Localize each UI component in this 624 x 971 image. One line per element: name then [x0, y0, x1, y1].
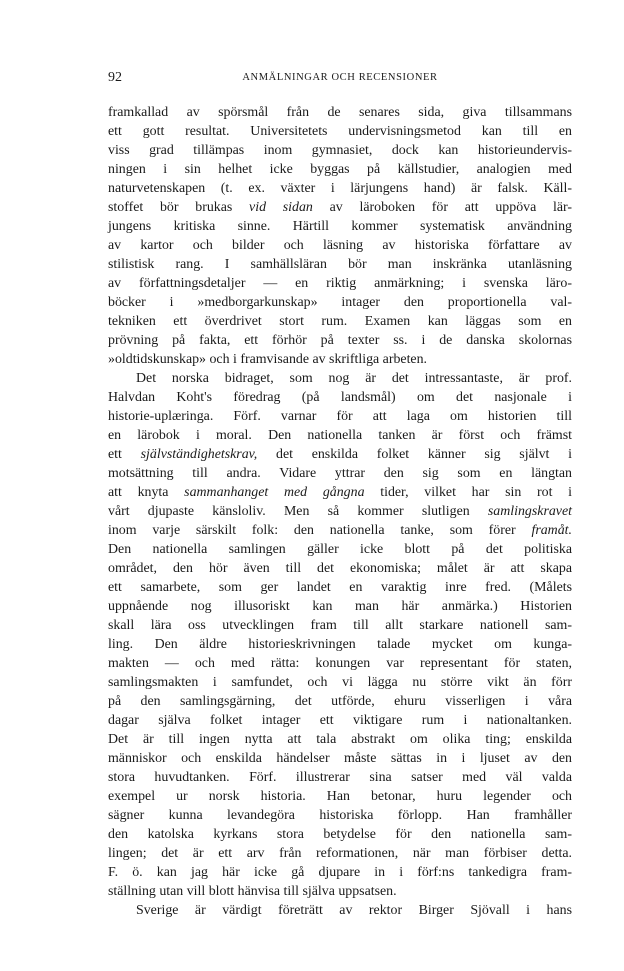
page-number: 92 [108, 70, 122, 85]
body-text [108, 103, 572, 920]
text-line [108, 483, 572, 502]
text-run: makten — och med rätta: konungen var representant för staten, [108, 656, 572, 671]
text-line [108, 502, 572, 521]
text-line [108, 388, 572, 407]
text-run: av läroboken för att uppöva lär- [312, 200, 573, 215]
text-line [108, 711, 572, 730]
text-line [108, 559, 572, 578]
italic-phrase: vid sidan [249, 200, 313, 215]
text-line [108, 122, 572, 141]
text-line [108, 141, 572, 160]
text-line [108, 293, 572, 312]
text-run: böcker i »medborgarkunskap» intager den proportionella val- [108, 295, 572, 310]
text-line [108, 217, 572, 236]
page-header [108, 69, 572, 87]
text-run: Den nationella samlingen gäller icke blott på det politiska [108, 542, 572, 557]
text-run: sägner kunna levandegöra historiska förlopp. Han framhåller [108, 808, 572, 823]
text-run: området, den hör även till det ekonomiska; målet är att skapa [108, 561, 572, 576]
text-line [108, 635, 572, 654]
text-run: framkallad av spörsmål från de senares sida, giva tillsammans [108, 105, 572, 120]
paragraph-first-line [108, 369, 572, 388]
text-run: »oldtidskunskap» och i framvisande av skriftliga arbeten. [108, 352, 428, 367]
text-line [108, 616, 572, 635]
text-line [108, 692, 572, 711]
italic-phrase: framåt. [531, 523, 572, 538]
text-run: det enskilda folket känner sig självt i [257, 447, 572, 462]
text-run: ling. Den äldre historieskrivningen talade mycket om kunga- [108, 637, 572, 652]
text-run: av författningsdetaljer — en riktig anmärkning; i svenska läro- [108, 276, 572, 291]
text-run: lingen; det är ett arv från reformationen, när man förbiser detta. [108, 846, 572, 861]
text-line [108, 844, 572, 863]
running-head: ANMÄLNINGAR OCH RECENSIONER [242, 72, 438, 83]
text-run: dagar själva folket intager ett viktigare rum i nationaltanken. [108, 713, 572, 728]
text-run: skall lära oss utvecklingen fram till allt starkare nationell sam- [108, 618, 572, 633]
text-line [108, 331, 572, 350]
text-line [108, 426, 572, 445]
text-run: på den samlingsgärning, det utförde, ehuru visserligen i våra [108, 694, 572, 709]
text-line [108, 863, 572, 882]
text-run: den katolska kyrkans stora betydelse för den nationella sam- [108, 827, 572, 842]
text-line [108, 179, 572, 198]
paragraph-first-line [108, 901, 572, 920]
text-line [108, 236, 572, 255]
text-line [108, 597, 572, 616]
text-run: Det norska bidraget, som nog är det intressantaste, är prof. [136, 371, 572, 386]
text-run: vårt djupaste känsloliv. Men så kommer slutligen [108, 504, 488, 519]
text-line [108, 464, 572, 483]
text-run: att knyta [108, 485, 185, 500]
italic-phrase: självständighetskrav, [140, 447, 258, 462]
text-line [108, 806, 572, 825]
text-run: ställning utan vill blott hänvisa till själva uppsatsen. [108, 884, 397, 899]
text-line [108, 825, 572, 844]
text-run: ett gott resultat. Universitetets undervisningsmetod kan till en [108, 124, 572, 139]
text-run: Sverige är värdigt företrätt av rektor Birger Sjövall i hans [136, 903, 572, 918]
text-run: naturvetenskapen (t. ex. växter i lärjungens hand) är falsk. Käll- [108, 181, 572, 196]
text-run: exempel ur norsk historia. Han betonar, huru legender och [108, 789, 572, 804]
text-line [108, 882, 572, 901]
text-run: ett samarbete, som ger landet en varaktig inre fred. (Målets [108, 580, 572, 595]
text-line [108, 407, 572, 426]
text-run: inom varje särskilt folk: den nationella tanke, som förer [108, 523, 532, 538]
text-line [108, 274, 572, 293]
text-line [108, 578, 572, 597]
text-run: av kartor och bilder och läsning av historiska författare av [108, 238, 572, 253]
text-run: stoffet bör brukas [108, 200, 250, 215]
text-line [108, 445, 572, 464]
italic-phrase: sammanhanget med gångna [184, 485, 365, 500]
text-line [108, 540, 572, 559]
text-run: prövning på fakta, ett förhör på texter ss. i de danska skolornas [108, 333, 572, 348]
text-run: ningen i sin helhet icke byggas på källstudier, analogien med [108, 162, 572, 177]
text-line [108, 521, 572, 540]
text-run: motsättning till andra. Vidare yttrar den sig som en längtan [108, 466, 572, 481]
text-line [108, 749, 572, 768]
italic-phrase: samlingskravet [487, 504, 572, 519]
text-line [108, 160, 572, 179]
text-run: uppnående nog illusoriskt kan man här anmärka.) Historien [108, 599, 572, 614]
text-run: ett [108, 447, 141, 462]
text-line [108, 312, 572, 331]
text-run: tekniken ett överdrivet stort rum. Examen kan läggas som en [108, 314, 572, 329]
text-run: tider, vilket har sin rot i [364, 485, 572, 500]
text-run: stora huvudtanken. Förf. illustrerar sina satser med väl valda [108, 770, 572, 785]
text-run: människor och enskilda händelser måste sättas in i ljuset av den [108, 751, 572, 766]
text-run: Halvdan Koht's föredrag (på landsmål) om det nasjonale i [108, 390, 572, 405]
text-run: Det är till ingen nytta att tala abstrakt om olika ting; enskilda [108, 732, 572, 747]
text-run: samlingsmakten i samfundet, och vi lägga nu större vikt än förr [108, 675, 572, 690]
text-run: F. ö. kan jag här icke gå djupare in i förf:ns tankedigra fram- [108, 865, 572, 880]
text-run: jungens kritiska sinne. Härtill kommer systematisk användning [108, 219, 572, 234]
text-line [108, 103, 572, 122]
text-run: en lärobok i moral. Den nationella tanken är först och främst [108, 428, 572, 443]
text-run: viss grad tillämpas inom gymnasiet, dock kan historieundervis- [108, 143, 572, 158]
text-run: historie-uplæringa. Förf. varnar för att laga om historien till [108, 409, 572, 424]
text-line [108, 768, 572, 787]
text-line [108, 255, 572, 274]
text-line [108, 673, 572, 692]
text-run: stilistisk rang. I samhällsläran bör man inskränka utanläsning [108, 257, 572, 272]
text-line [108, 350, 572, 369]
text-line [108, 198, 572, 217]
text-line [108, 654, 572, 673]
text-line [108, 730, 572, 749]
text-line [108, 787, 572, 806]
